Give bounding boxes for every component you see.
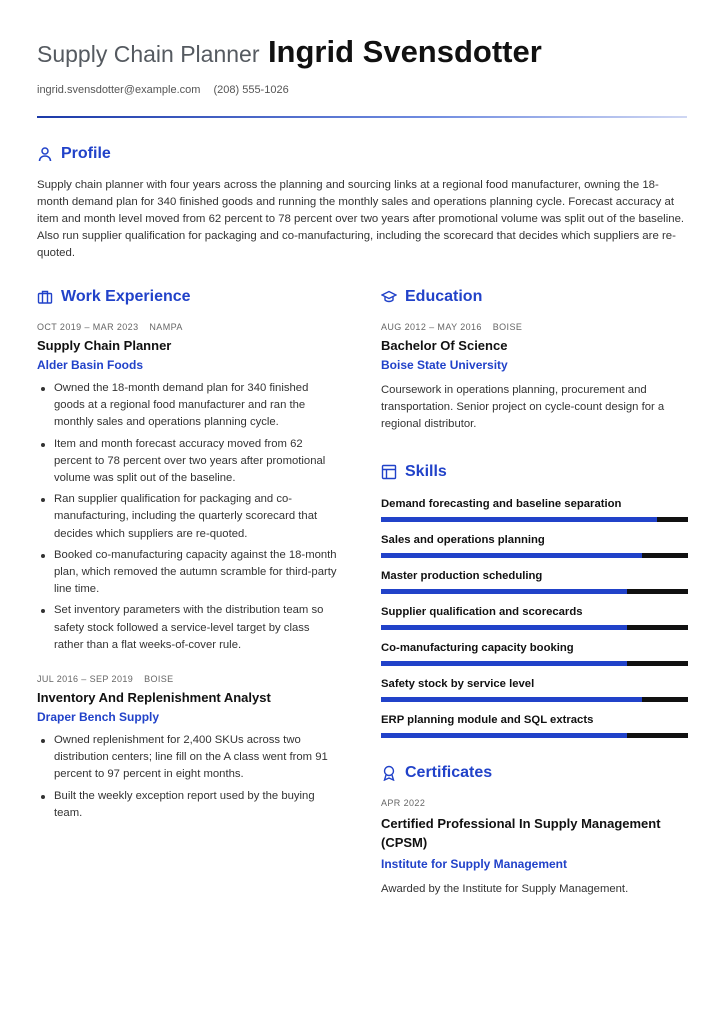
skill-level-bar (381, 661, 688, 666)
education-heading (381, 288, 688, 306)
skills-heading-label: Skills (405, 463, 447, 480)
education-description: Coursework in operations planning, procurement and transportation. Senior project on cycle-count design for a regional distributor. (381, 384, 665, 430)
skill-level-fill (381, 517, 657, 522)
skill-item (381, 533, 688, 558)
job-meta (37, 322, 339, 332)
job-title: Supply Chain Planner (37, 338, 172, 353)
skill-level-fill (381, 625, 627, 630)
job-employer: Draper Bench Supply (37, 710, 160, 725)
skill-name: Co-manufacturing capacity booking (381, 642, 574, 654)
skill-name: Sales and operations planning (381, 534, 545, 546)
education-location: BOISE (492, 322, 523, 332)
job-entry (37, 322, 339, 654)
skill-item (381, 497, 688, 522)
skill-name: Safety stock by service level (381, 678, 535, 690)
contact-info (37, 84, 687, 96)
skill-item (381, 605, 688, 630)
graduation-cap-icon (381, 289, 397, 305)
skill-level-fill (381, 589, 627, 594)
skill-level-bar (381, 697, 688, 702)
skill-level-fill (381, 553, 642, 558)
skill-level-bar (381, 517, 688, 522)
education-dates: AUG 2012 – MAY 2016 (381, 322, 482, 332)
school-name: Boise State University (381, 358, 508, 372)
left-column (37, 288, 339, 826)
job-employer: Alder Basin Foods (37, 358, 144, 372)
profile-section (37, 145, 687, 262)
candidate-name: Ingrid Svensdotter (267, 34, 542, 69)
skill-level-bar (381, 553, 688, 558)
briefcase-icon (37, 289, 53, 305)
experience-heading-label: Work Experience (61, 288, 191, 305)
skill-level-fill (381, 697, 642, 702)
skill-name: Supplier qualification and scorecards (381, 606, 583, 618)
email-text: ingrid.svensdotter@example.com (37, 84, 201, 96)
skills-list (381, 497, 688, 738)
job-bullets (37, 732, 339, 822)
resume-header (37, 34, 687, 96)
skill-name: ERP planning module and SQL extracts (381, 714, 594, 726)
skill-level-bar (381, 589, 688, 594)
certificate-description: Awarded by the Institute for Supply Management. (381, 883, 629, 895)
job-bullets (37, 380, 339, 654)
job-dates: JUL 2016 – SEP 2019 (37, 674, 134, 685)
phone-text: (208) 555-1026 (213, 84, 289, 96)
skills-heading (381, 463, 688, 481)
education-section (381, 288, 688, 433)
header-divider (37, 116, 687, 118)
skill-item (381, 569, 688, 594)
skills-section (381, 463, 688, 738)
certificates-heading (381, 764, 688, 782)
skill-item (381, 641, 688, 666)
job-entry (37, 674, 339, 822)
skill-level-bar (381, 733, 688, 738)
award-ribbon-icon (381, 765, 397, 781)
job-title: Inventory And Replenishment Analyst (37, 690, 271, 706)
title-line (37, 34, 687, 70)
profile-heading-label: Profile (61, 145, 111, 162)
skill-name: Demand forecasting and baseline separation (381, 498, 622, 510)
skill-level-bar (381, 625, 688, 630)
job-meta (37, 674, 339, 684)
skill-name: Master production scheduling (381, 570, 543, 582)
job-location: NAMPA (149, 322, 183, 332)
job-bullet: Ran supplier qualification for packaging and co-manufacturing, including the quarterly scorecard that decides which suppliers are re-quoted. (37, 491, 339, 543)
layout-grid-icon (381, 464, 397, 480)
certificate-date: APR 2022 (381, 798, 426, 808)
education-heading-label: Education (405, 288, 483, 305)
profile-heading (37, 145, 687, 163)
skill-item (381, 677, 688, 702)
skill-item (381, 713, 688, 738)
job-bullet: Booked co-manufacturing capacity against the 18-month plan, which removed the autumn scramble for third-party line time. (37, 547, 339, 599)
job-bullet: Item and month forecast accuracy moved from 62 percent to 78 percent over two years after promotional volume was split out of the baseline. (37, 436, 339, 488)
certificate-issuer: Institute for Supply Management (381, 857, 568, 871)
job-dates: OCT 2019 – MAR 2023 (37, 322, 139, 332)
skill-level-fill (381, 733, 627, 738)
job-bullet: Set inventory parameters with the distribution team so safety stock followed a service-level target by class rather than a flat weeks-of-cover rule. (37, 602, 339, 654)
certificates-heading-label: Certificates (405, 764, 493, 781)
job-bullet: Built the weekly exception report used by the buying team. (37, 788, 339, 822)
person-icon (37, 146, 53, 162)
experience-heading (37, 288, 339, 306)
degree-title: Bachelor Of Science (381, 338, 508, 353)
profile-summary: Supply chain planner with four years across the planning and sourcing links at a regional food manufacturer, owning the 18-month demand plan for 340 finished goods and running the monthly sales and operations planning cycle. Forecast accuracy at item and month level moved from 62 percent to 78 percent over two years after promotional volume was split out of the baseline. Also run supplier qualification for packaging and co-manufacturing, including the scorecard that decides which suppliers are re-quoted. (37, 179, 685, 259)
job-location: BOISE (144, 674, 174, 685)
skill-level-fill (381, 661, 627, 666)
job-bullet: Owned the 18-month demand plan for 340 finished goods at a regional food manufacturer and ran the monthly sales and operations planning cycle. (37, 380, 339, 432)
certificates-section (381, 764, 688, 898)
certificate-title: Certified Professional In Supply Management (CPSM) (381, 816, 661, 850)
job-bullet: Owned replenishment for 2,400 SKUs across two distribution centers; line fill on the A class went from 91 percent to 97 percent in eight months. (37, 732, 339, 784)
right-column (381, 288, 688, 898)
education-meta (381, 322, 688, 332)
job-role: Supply Chain Planner (37, 41, 260, 67)
